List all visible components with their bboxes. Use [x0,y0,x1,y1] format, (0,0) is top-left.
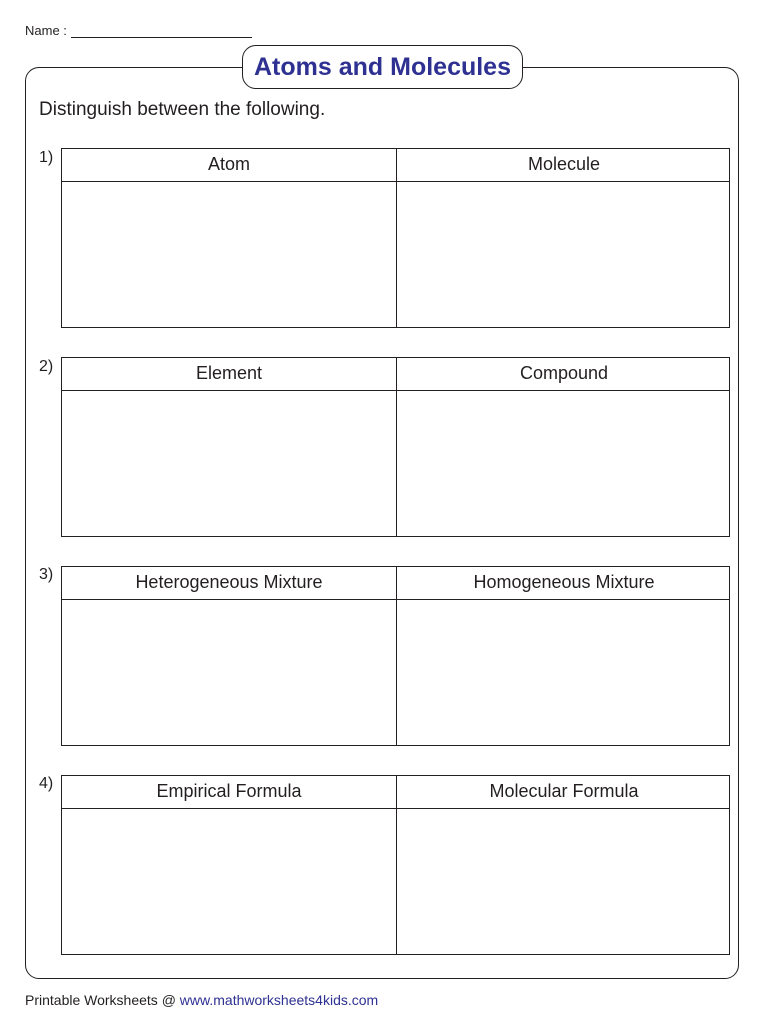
answer-cell-right[interactable] [397,809,729,954]
title-box [242,45,523,89]
column-header-right: Molecular Formula [489,781,639,801]
answer-cell-left[interactable] [62,600,396,745]
answer-cell-right[interactable] [397,391,729,536]
question-number: 2) [39,358,54,375]
column-header-right: Homogeneous Mixture [473,572,655,592]
comparison-table [61,775,730,955]
comparison-table [61,148,730,328]
column-header-left: Empirical Formula [156,781,302,801]
footer-link[interactable]: www.mathworksheets4kids.com [179,992,379,1008]
answer-cell-left[interactable] [62,391,396,536]
answer-cell-right[interactable] [397,600,729,745]
answer-cell-left[interactable] [62,182,396,327]
instruction-text: Distinguish between the following. [39,99,326,120]
name-label: Name : [25,23,67,38]
column-header-right: Molecule [527,154,601,174]
page-title: Atoms and Molecules [254,52,511,81]
question-number: 4) [39,775,54,792]
footer [25,992,378,1008]
column-header-left: Element [195,363,263,383]
column-header-left: Atom [207,154,250,174]
column-header-right: Compound [519,363,609,383]
name-line[interactable] [71,25,252,38]
answer-cell-right[interactable] [397,182,729,327]
name-field [25,23,252,38]
comparison-table [61,357,730,537]
footer-prefix: Printable Worksheets @ [25,992,180,1008]
answer-cell-left[interactable] [62,809,396,954]
question-number: 1) [39,149,54,166]
column-header-left: Heterogeneous Mixture [135,572,323,592]
question-number: 3) [39,566,54,583]
comparison-table [61,566,730,746]
